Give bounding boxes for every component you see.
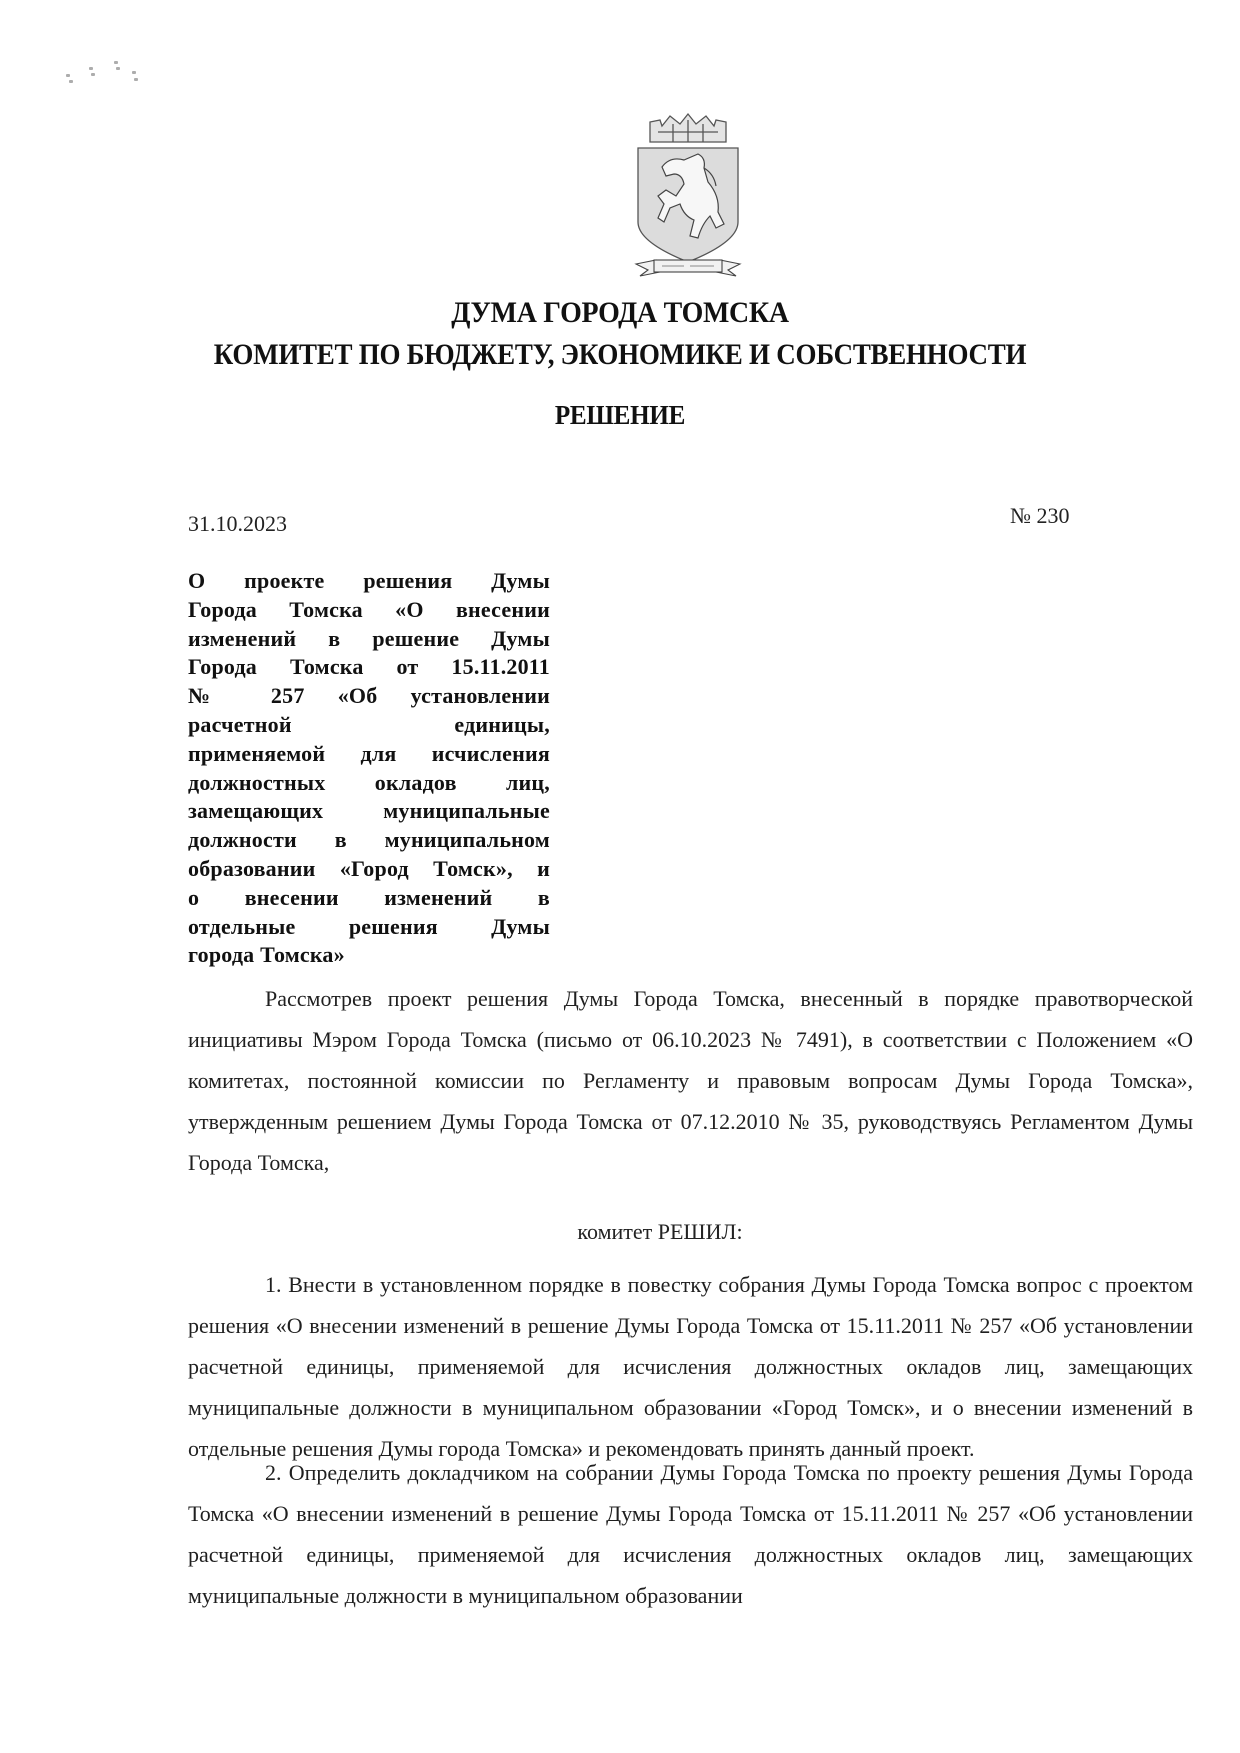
subject-line: отдельные решения Думы	[188, 913, 550, 939]
document-number: № 230	[1010, 503, 1070, 528]
subject-line: должности в муниципальном	[188, 827, 550, 853]
subject-line: № 257 «Об установлении	[188, 683, 550, 709]
subject-line: Города Томска «О внесении	[188, 596, 550, 622]
subject-line: города Томска»	[188, 942, 345, 968]
preamble-paragraph	[188, 978, 1193, 1183]
subject-line: должностных окладов лиц,	[188, 769, 550, 795]
organization-title: ДУМА ГОРОДА ТОМСКА	[451, 296, 789, 329]
tomsk-coat-of-arms-icon	[628, 112, 748, 282]
document-date: 31.10.2023	[188, 511, 287, 536]
resolved-heading: комитет РЕШИЛ:	[577, 1219, 743, 1244]
subject-line: О проекте решения Думы	[188, 568, 550, 593]
committee-title: КОМИТЕТ ПО БЮДЖЕТУ, ЭКОНОМИКЕ И СОБСТВЕННОСТИ	[213, 338, 1027, 371]
subject-line: замещающих муниципальные	[188, 798, 550, 824]
decision-item-1	[188, 1264, 1193, 1469]
document-subject	[188, 567, 550, 970]
decision-item-text: 1. Внести в установленном порядке в повестку собрания Думы Города Томска вопрос с проектом решения «О внесении изменений в решение Думы Города Томска от 15.11.2011 № 257 «Об установлении расчетной единицы, применяемой для исчисления должностных окладов лиц, замещающих муниципальные должности в муниципальном образовании «Город Томск», и о внесении изменений в отдельные решения Думы города Томска» и рекомендовать принять данный проект.	[188, 1272, 1193, 1461]
subject-line: применяемой для исчисления	[188, 740, 550, 766]
preamble-text: Рассмотрев проект решения Думы Города Томска, внесенный в порядке правотворческой инициативы Мэром Города Томска (письмо от 06.10.2023 № 7491), в соответствии с Положением «О комитетах, постоянной комиссии по Регламенту и правовым вопросам Думы Города Томска», утвержденным решением Думы Города Томска от 07.12.2010 № 35, руководствуясь Регламентом Думы Города Томска,	[188, 986, 1193, 1175]
subject-line: Города Томска от 15.11.2011	[188, 654, 550, 680]
decision-item-2	[188, 1452, 1193, 1616]
subject-line: о внесении изменений в	[188, 884, 550, 910]
document-type-title: РЕШЕНИЕ	[554, 400, 686, 430]
subject-line: расчетной единицы,	[188, 711, 550, 737]
decision-item-text: 2. Определить докладчиком на собрании Думы Города Томска по проекту решения Думы Города Томска «О внесении изменений в решение Думы Города Томска от 15.11.2011 № 257 «Об установлении расчетной единицы, применяемой для исчисления должностных окладов лиц, замещающих муниципальные должности в муниципальном образовании	[188, 1460, 1193, 1608]
subject-line: изменений в решение Думы	[188, 625, 550, 651]
scan-artifacts	[62, 56, 152, 86]
subject-line: образовании «Город Томск», и	[188, 855, 550, 881]
